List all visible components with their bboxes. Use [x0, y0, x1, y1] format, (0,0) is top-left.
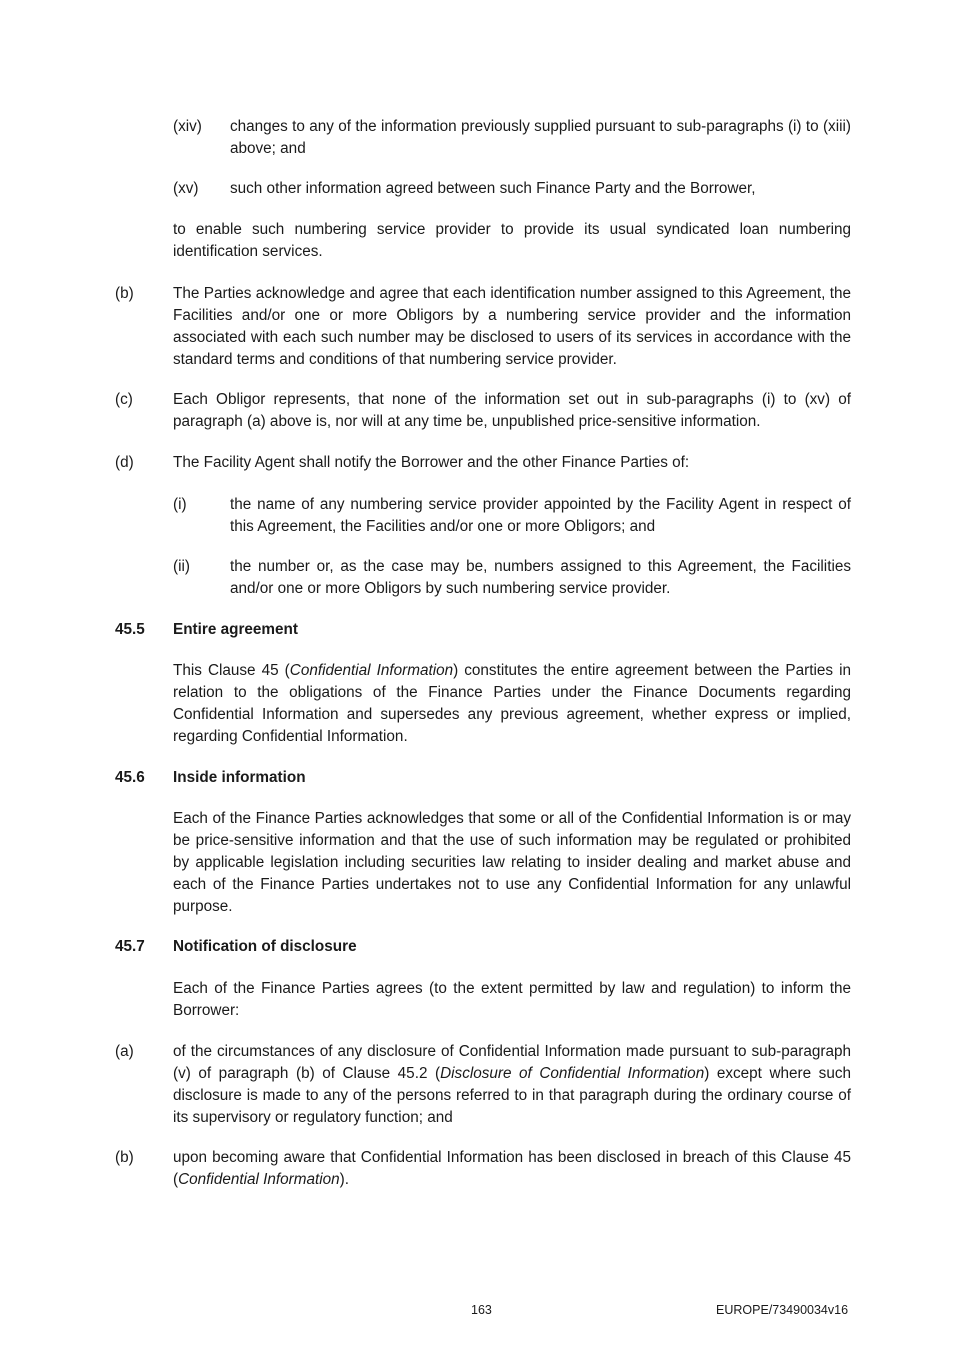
item-number-xv: (xv)	[173, 180, 199, 197]
para-number-b: (b)	[115, 285, 134, 302]
para-number-c: (c)	[115, 391, 133, 408]
para-text-45-7-a	[173, 1041, 851, 1129]
para-text-45-7-b-part1: upon becoming aware that Confidential Information has been disclosed in breach of this Clause 45 (	[173, 1149, 851, 1188]
para-text-45-7-b	[173, 1147, 851, 1191]
section-text-45-5-a: This Clause 45 (	[173, 662, 290, 679]
subitem-number-i: (i)	[173, 496, 187, 513]
section-title-45-6: Inside information	[173, 769, 306, 786]
para-text-45-7-a-part1: of the circumstances of any disclosure of Confidential Information made pursuant to sub-paragraph (v) of paragraph (b) of Clause 45.2 (	[173, 1043, 851, 1082]
item-text-xiv: changes to any of the information previously supplied pursuant to sub-paragraphs (i) to (xiii) above; and	[230, 118, 851, 157]
para-text-45-7-b-part2: ).	[339, 1171, 350, 1188]
section-title-45-7: Notification of disclosure	[173, 938, 357, 955]
para-text-c: Each Obligor represents, that none of the information set out in sub-paragraphs (i) to (xv) of paragraph (a) above is, nor will at any time be, unpublished price-sensitive information.	[173, 391, 851, 430]
para-text-45-7-a-italic: Disclosure of Confidential Information	[440, 1065, 705, 1082]
para-text-d: The Facility Agent shall notify the Borrower and the other Finance Parties of:	[173, 454, 690, 471]
section-text-45-7: Each of the Finance Parties agrees (to the extent permitted by law and regulation) to inform the Borrower:	[173, 980, 851, 1019]
page-number: 163	[471, 1303, 492, 1317]
section-text-45-5-b: ) constitutes the entire agreement between the Parties in relation to the obligations of the Finance Parties under the Finance Documents regarding Confidential Information and supersedes any previous agreement, whether express or implied, regarding Confidential Information.	[173, 662, 851, 745]
section-title-45-5: Entire agreement	[173, 621, 298, 638]
para-number-45-7-a: (a)	[115, 1043, 134, 1060]
section-number-45-5: 45.5	[115, 621, 145, 638]
item-number-xiv: (xiv)	[173, 118, 202, 135]
section-number-45-7: 45.7	[115, 938, 145, 955]
enable-paragraph: to enable such numbering service provider to provide its usual syndicated loan numbering identification services.	[173, 221, 851, 260]
section-text-45-5	[173, 660, 851, 748]
item-text-xv: such other information agreed between such Finance Party and the Borrower,	[230, 180, 756, 197]
para-number-d: (d)	[115, 454, 134, 471]
section-number-45-6: 45.6	[115, 769, 145, 786]
subitem-text-i: the name of any numbering service provider appointed by the Facility Agent in respect of this Agreement, the Facilities and/or one or more Obligors; and	[230, 496, 851, 535]
section-text-45-5-italic: Confidential Information	[289, 662, 454, 679]
subitem-text-ii: the number or, as the case may be, numbers assigned to this Agreement, the Facilities and/or one or more Obligors by such numbering service provider.	[230, 558, 851, 597]
para-text-45-7-b-italic: Confidential Information	[178, 1171, 340, 1188]
para-number-45-7-b: (b)	[115, 1149, 134, 1166]
para-text-b: The Parties acknowledge and agree that each identification number assigned to this Agreement, the Facilities and/or one or more Obligors by a numbering service provider and the information associated with each such number may be disclosed to users of its services in accordance with the standard terms and conditions of that numbering service provider.	[173, 285, 851, 368]
document-reference: EUROPE/73490034v16	[716, 1303, 849, 1317]
subitem-number-ii: (ii)	[173, 558, 190, 575]
para-text-45-7-a-part2: ) except where such disclosure is made to any of the persons referred to in that paragraph during the ordinary course of its supervisory or regulatory function; and	[173, 1065, 851, 1126]
section-text-45-6: Each of the Finance Parties acknowledges that some or all of the Confidential Information is or may be price-sensitive information and that the use of such information may be regulated or prohibited by applicable legislation including securities law relating to insider dealing and market abuse and each of the Finance Parties undertakes not to use any Confidential Information for any unlawful purpose.	[173, 810, 851, 915]
